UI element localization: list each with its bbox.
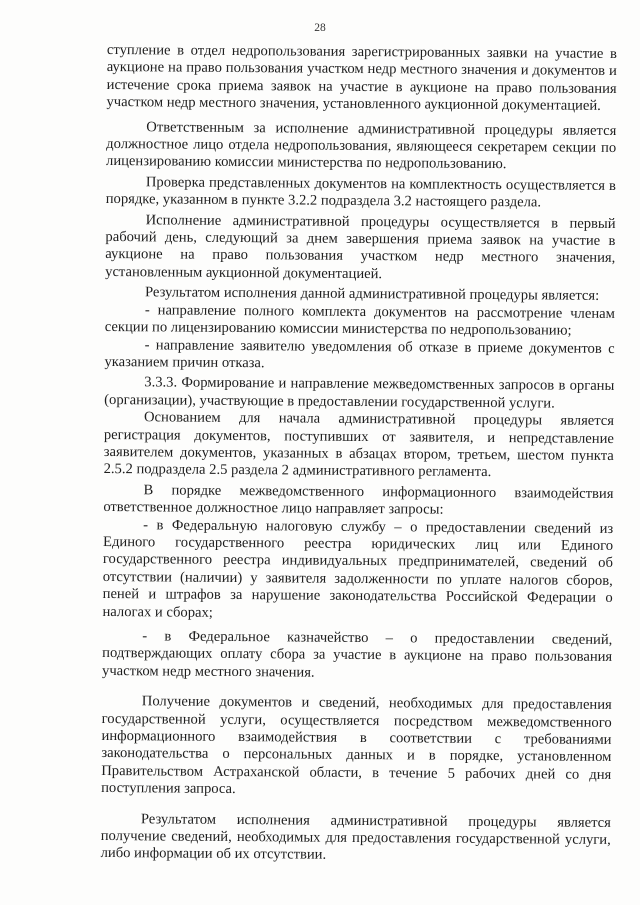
paragraph-12: Получение документов и сведений, необходимых для предоставления государственной услуги, осуществляется посредством межведомственного информационного взаимодействия в соответствии с требованиями законодательства о персональных данных и в порядке, установленном Правительством Астраханской области, в течение 5 рабочих дней со дня поступления запроса. xyxy=(101,693,612,798)
paragraph-13: Результатом исполнения административной процедуры является получение сведений, необходимых для предоставления государственной услуги, либо информации об их отсутствии. xyxy=(100,810,611,864)
paragraph-1: ступление в отдел недропользования зарегистрированных заявки на участие в аукционе на право пользования участком недр местного значения и документов и истечение срока приема заявок на участие в аукционе на право пользования участком недр местного значения, установленного аукционной документацией. xyxy=(106,42,617,115)
paragraph-11: - в Федеральное казначейство – о предоставлении сведений, подтверждающих оплату сбора за участие в аукционе на право пользования участком недр местного значения. xyxy=(101,628,613,681)
body-text xyxy=(101,42,617,867)
paragraph-6: - направление полного комплекта документов на рассмотрение членам секции по лицензированию комиссии министерства по недропользованию; xyxy=(104,301,615,339)
paragraph-3: Проверка представленных документов на комплектность осуществляется в порядке, указанном в пункте 3.2.2 подраздела 3.2 настоящего раздела. xyxy=(105,174,616,211)
paragraph-2: Ответственным за исполнение административной процедуры является должностное лицо отдела недропользования, являющееся секретарем секции по лицензированию комиссии министерства по недропользованию. xyxy=(105,118,617,173)
paragraph-7: - направление заявителю уведомления об отказе в приеме документов с указанием причин отказа. xyxy=(104,336,615,372)
paragraph-10: - в Федеральную налоговую службу – о предоставлении сведений из Единого государственного реестра юридических лиц или Единого государственного реестра индивидуальных предпринимателей, сведений об отсутствии (наличии) у заявителя задолженности по уплате налогов сборов, пеней и штрафов за нарушение законодательства Российской Федерации о налогах и сборах; xyxy=(102,516,614,621)
paragraph-4: Исполнение административной процедуры осуществляется в первый рабочий день, следующий за днем завершения приема заявок на участие в аукционе на право пользования участком недр местного значения, установленным аукционной документацией. xyxy=(105,211,616,283)
page-number: 28 xyxy=(314,22,326,34)
paragraph-5: Результатом исполнения данной административной процедуры является: xyxy=(144,284,600,305)
paragraph-9: В порядке межведомственного информационного взаимодействия ответственное должностное лицо направляет запросы: xyxy=(103,482,614,518)
section-heading-3-3-3: 3.3.3. Формирование и направление межведомственных запросов в органы (организации), участвующие в предоставлении государственной услуги. xyxy=(104,374,615,412)
paragraph-8: Основанием для начала административной процедуры является регистрация документов, поступивших от заявителя, и непредставление заявителем документов, указанных в абзацах втором, третьем, шестом пункта 2.5.2 подраздела 2.5 раздела 2 административного регламента. xyxy=(103,409,615,481)
